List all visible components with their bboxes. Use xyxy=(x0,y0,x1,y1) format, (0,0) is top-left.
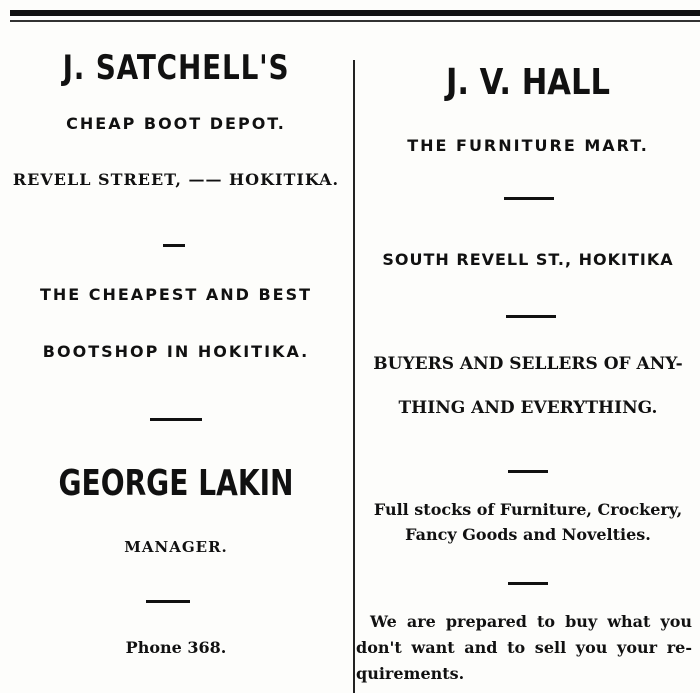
separator-dash xyxy=(146,600,190,603)
separator-dash xyxy=(508,582,548,585)
hall-advertisement xyxy=(356,0,700,693)
offer-line-1: We are prepared to buy what you xyxy=(370,612,692,631)
ad-claim-line-1: THE CHEAPEST AND BEST xyxy=(39,285,313,304)
stock-line-1: Full stocks of Furniture, Crockery, xyxy=(373,500,683,519)
ad-address: SOUTH REVELL ST., HOKITIKA xyxy=(382,250,674,269)
trade-line-1: BUYERS AND SELLERS OF ANY- xyxy=(373,354,683,374)
ad-subtitle: CHEAP BOOT DEPOT. xyxy=(66,114,286,133)
separator-dash xyxy=(163,244,185,247)
stock-line-2: Fancy Goods and Novelties. xyxy=(405,525,651,544)
manager-name: GEORGE LAKIN xyxy=(58,463,294,504)
column-divider xyxy=(353,60,355,693)
separator-dash xyxy=(506,315,556,318)
separator-dash xyxy=(504,197,554,200)
manager-role: MANAGER. xyxy=(124,538,228,556)
ad-subtitle: THE FURNITURE MART. xyxy=(407,136,649,155)
separator-dash xyxy=(508,470,548,473)
offer-line-3: quirements. xyxy=(356,664,465,683)
phone-number: Phone 368. xyxy=(125,638,227,657)
ad-title: J. V. HALL xyxy=(446,62,610,103)
separator-dash xyxy=(150,418,202,421)
offer-line-2: don't want and to sell you your re- xyxy=(356,638,692,657)
trade-line-2: THING AND EVERYTHING. xyxy=(398,398,658,418)
ad-address: REVELL STREET, —— HOKITIKA. xyxy=(12,170,340,189)
ad-claim-line-2: BOOTSHOP IN HOKITIKA. xyxy=(42,342,310,361)
ad-title: J. SATCHELL'S xyxy=(62,48,290,88)
